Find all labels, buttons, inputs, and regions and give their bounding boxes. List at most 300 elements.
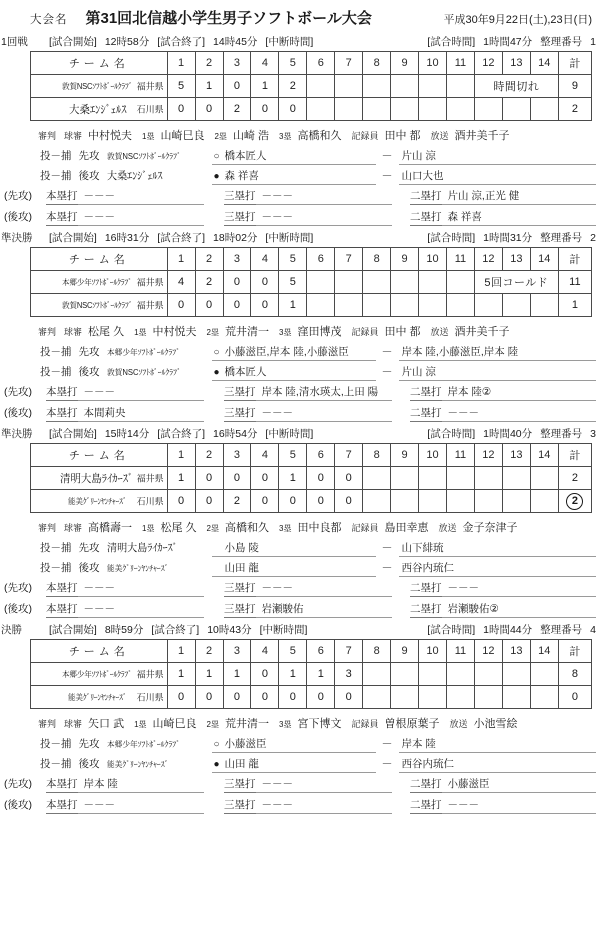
inning-score-cell <box>447 490 475 513</box>
inning-header-2: 2 <box>195 444 223 467</box>
plate-umpire-name: 松尾 久 <box>88 326 125 338</box>
games-container <box>0 34 600 816</box>
battery-dash: － <box>381 366 393 378</box>
losing-pitcher-marker <box>214 759 225 770</box>
inning-score-cell: 0 <box>167 98 195 121</box>
inning-score-cell <box>530 490 558 513</box>
second-base-umpire-name: 高橋和久 <box>225 522 269 534</box>
inning-header-9: 9 <box>391 248 419 271</box>
suspend-time-label: [中断時間] <box>265 428 314 440</box>
first-base-umpire-name: 中村悦夫 <box>152 326 197 338</box>
serial-label: 整理番号 <box>540 232 583 244</box>
extra-base-hits-row <box>0 207 596 228</box>
inning-score-cell <box>447 75 475 98</box>
double-value: －－－ <box>442 405 597 422</box>
team-name: 清明大島ﾗｲｶｰｽﾞ <box>60 473 134 485</box>
broadcaster-label: 放送 <box>430 327 449 337</box>
serial-value: 3 <box>590 428 596 440</box>
homerun-group <box>46 580 224 597</box>
scorer-label: 記録員 <box>351 523 379 533</box>
team-prefecture: 福井県 <box>136 81 164 92</box>
battery-row <box>0 558 596 578</box>
inning-score-cell: 1 <box>195 663 223 686</box>
inning-score-cell: 0 <box>307 490 335 513</box>
homerun-label: 本塁打 <box>46 580 78 597</box>
battery-label: 投－捕 <box>40 562 72 574</box>
battery-dash: － <box>381 542 393 554</box>
homerun-group <box>46 188 224 205</box>
inning-header-13: 13 <box>502 640 530 663</box>
catcher-field <box>399 540 597 557</box>
hits-side-label: (先攻) <box>4 582 32 594</box>
pitcher-field <box>212 540 376 557</box>
total-column-header: 計 <box>558 248 591 271</box>
team-name-cell <box>31 294 168 317</box>
round-label: 準決勝 <box>1 428 33 440</box>
start-time-label: [試合開始] <box>49 232 97 244</box>
plate-umpire-label: 球審 <box>64 131 83 141</box>
third-base-umpire-name: 高橋和久 <box>297 130 342 142</box>
total-score-cell: 8 <box>558 663 591 686</box>
game-details <box>0 121 600 228</box>
triple-group <box>224 188 410 205</box>
team-name-cell <box>31 271 168 294</box>
inning-score-cell <box>419 663 447 686</box>
battery-dash: － <box>381 346 393 358</box>
double-group <box>410 580 596 597</box>
double-label: 二塁打 <box>410 776 442 793</box>
extra-base-hits-row <box>0 382 596 403</box>
team-column-header: チーム名 <box>31 640 168 663</box>
inning-header-4: 4 <box>251 248 279 271</box>
inning-score-cell <box>363 490 391 513</box>
score-header-row <box>31 444 592 467</box>
table-row <box>31 663 592 686</box>
total-column-header: 計 <box>558 640 591 663</box>
team-column-header: チーム名 <box>31 52 168 75</box>
batting-order-label: 先攻 <box>78 738 100 750</box>
score-table <box>30 51 592 121</box>
hits-side-label: (後攻) <box>4 799 32 811</box>
inning-score-cell: 0 <box>195 467 223 490</box>
third-base-umpire-name: 窪田博茂 <box>297 326 342 338</box>
pitcher-field <box>212 560 376 577</box>
batting-order-label: 後攻 <box>78 170 100 182</box>
battery-row <box>0 166 596 186</box>
inning-header-6: 6 <box>307 640 335 663</box>
extra-base-hits-row <box>0 578 596 599</box>
inning-score-cell: 1 <box>251 75 279 98</box>
catcher-name: 西谷内琉仁 <box>401 562 454 574</box>
second-base-umpire-name: 荒井清一 <box>225 718 269 730</box>
game-meta <box>0 230 600 247</box>
third-base-umpire-label: 3塁 <box>279 524 292 533</box>
scorer-label: 記録員 <box>351 131 379 141</box>
start-time-value: 12時58分 <box>104 36 150 48</box>
broadcaster-name: 金子奈津子 <box>462 522 518 534</box>
inning-score-cell: 0 <box>307 686 335 709</box>
inning-score-cell <box>419 490 447 513</box>
battery-dash: － <box>381 562 393 574</box>
end-time-label: [試合終了] <box>157 232 206 244</box>
broadcaster-label: 放送 <box>449 719 468 729</box>
double-label: 二塁打 <box>410 209 442 226</box>
homerun-value: －－－ <box>78 580 204 597</box>
homerun-value: －－－ <box>78 601 204 618</box>
start-time-label: [試合開始] <box>49 36 97 48</box>
hits-side-label: (後攻) <box>4 211 32 223</box>
homerun-label: 本塁打 <box>46 776 78 793</box>
total-score-cell: 2 <box>558 467 591 490</box>
double-group <box>410 776 596 793</box>
tournament-label: 大会名 <box>30 14 68 26</box>
team-name: 敦賀NSCｿﾌﾄﾎﾞｰﾙｸﾗﾌﾞ <box>61 301 133 310</box>
table-row <box>31 271 592 294</box>
broadcaster-label: 放送 <box>430 131 449 141</box>
inning-score-cell: 2 <box>279 75 307 98</box>
inning-score-cell <box>502 686 530 709</box>
inning-header-6: 6 <box>307 444 335 467</box>
inning-header-5: 5 <box>279 444 307 467</box>
inning-score-cell: 0 <box>335 490 363 513</box>
inning-score-cell: 0 <box>251 490 279 513</box>
inning-header-6: 6 <box>307 248 335 271</box>
duration-value: 1時間40分 <box>483 428 533 440</box>
inning-score-cell <box>502 98 530 121</box>
battery-label: 投－捕 <box>40 150 72 162</box>
first-base-umpire-label: 1塁 <box>142 132 155 141</box>
batting-order-label: 先攻 <box>78 346 100 358</box>
homerun-value: －－－ <box>78 384 204 401</box>
meta-right-group <box>427 622 596 637</box>
third-base-umpire-name: 宮下博文 <box>297 718 342 730</box>
inning-score-cell: 3 <box>335 663 363 686</box>
scorer-name: 田中 都 <box>384 130 421 142</box>
inning-header-7: 7 <box>335 52 363 75</box>
inning-score-cell: 1 <box>307 663 335 686</box>
battery-row <box>0 754 596 774</box>
score-header-row <box>31 248 592 271</box>
battery-label: 投－捕 <box>40 758 72 770</box>
first-base-umpire-label: 1塁 <box>134 720 147 729</box>
inning-score-cell <box>335 75 363 98</box>
inning-header-3: 3 <box>223 640 251 663</box>
triple-value: －－－ <box>256 797 392 814</box>
inning-score-cell: 0 <box>167 490 195 513</box>
inning-score-cell <box>447 663 475 686</box>
umpire-label: 審判 <box>38 523 57 533</box>
team-prefecture: 福井県 <box>136 277 164 288</box>
team-column-header: チーム名 <box>31 248 168 271</box>
inning-score-cell <box>502 467 530 490</box>
officials-row <box>0 517 596 538</box>
scorer-name: 曽根原葉子 <box>384 718 440 730</box>
double-value: 岩瀬駿佑② <box>442 601 597 618</box>
triple-label: 三塁打 <box>224 188 256 205</box>
catcher-name: 岸本 陸 <box>401 738 436 750</box>
double-label: 二塁打 <box>410 797 442 814</box>
inning-score-cell <box>391 663 419 686</box>
inning-score-cell: 1 <box>167 663 195 686</box>
battery-team-name: 能美ｸﾞﾘｰﾝﾔﾝﾁｬｰｽﾞ <box>106 564 168 573</box>
double-label: 二塁打 <box>410 384 442 401</box>
team-name-cell <box>31 490 168 513</box>
third-base-umpire-label: 3塁 <box>279 720 292 729</box>
catcher-field <box>399 344 597 361</box>
end-time-value: 14時45分 <box>213 36 258 48</box>
inning-header-2: 2 <box>195 248 223 271</box>
inning-score-cell: 0 <box>223 271 251 294</box>
table-row <box>31 75 592 98</box>
inning-header-2: 2 <box>195 640 223 663</box>
inning-header-10: 10 <box>419 640 447 663</box>
battery-team-name: 大桑ｴﾝｼﾞｪﾙｽ <box>106 170 162 182</box>
triple-group <box>224 384 410 401</box>
hits-side-label: (後攻) <box>4 407 32 419</box>
winning-pitcher-marker <box>214 739 225 750</box>
inning-header-8: 8 <box>363 444 391 467</box>
inning-score-cell <box>474 490 502 513</box>
extra-base-hits-row <box>0 403 596 424</box>
inning-score-cell: 5 <box>279 271 307 294</box>
plate-umpire-label: 球審 <box>64 523 83 533</box>
catcher-name: 西谷内琉仁 <box>401 758 454 770</box>
triple-value: －－－ <box>256 188 392 205</box>
inning-header-2: 2 <box>195 52 223 75</box>
inning-score-cell <box>391 490 419 513</box>
triple-label: 三塁打 <box>224 580 256 597</box>
extra-base-hits-row <box>0 774 596 795</box>
catcher-field <box>399 168 597 185</box>
triple-label: 三塁打 <box>224 776 256 793</box>
double-group <box>410 188 596 205</box>
meta-right-group <box>427 34 596 49</box>
first-base-umpire-name: 山崎巳良 <box>160 130 205 142</box>
second-base-umpire-label: 2塁 <box>206 524 219 533</box>
homerun-group <box>46 601 224 618</box>
meta-right-group <box>427 230 596 245</box>
catcher-name: 山下緋琉 <box>401 542 444 554</box>
inning-score-cell: 1 <box>195 75 223 98</box>
battery-label: 投－捕 <box>40 346 72 358</box>
inning-header-12: 12 <box>474 640 502 663</box>
inning-score-cell: 1 <box>279 467 307 490</box>
pitcher-name: 山田 龍 <box>224 562 259 574</box>
inning-header-8: 8 <box>363 248 391 271</box>
table-row <box>31 98 592 121</box>
game-details <box>0 709 600 816</box>
homerun-value: －－－ <box>78 797 204 814</box>
inning-score-cell <box>391 294 419 317</box>
second-base-umpire-name: 荒井清一 <box>225 326 269 338</box>
inning-header-11: 11 <box>447 248 475 271</box>
extra-base-hits-row <box>0 599 596 620</box>
first-base-umpire-name: 山崎巳良 <box>152 718 197 730</box>
inning-score-cell <box>363 294 391 317</box>
inning-score-cell: 2 <box>223 490 251 513</box>
inning-score-cell <box>419 294 447 317</box>
inning-header-7: 7 <box>335 248 363 271</box>
inning-score-cell: 0 <box>223 75 251 98</box>
inning-score-cell <box>474 686 502 709</box>
inning-header-1: 1 <box>167 640 195 663</box>
duration-value: 1時間44分 <box>483 624 533 636</box>
battery-label: 投－捕 <box>40 366 72 378</box>
pitcher-name: 小島 陵 <box>224 542 259 554</box>
homerun-group <box>46 209 224 226</box>
team-name-cell <box>31 663 168 686</box>
team-name-cell <box>31 75 168 98</box>
inning-header-1: 1 <box>167 52 195 75</box>
duration-label: [試合時間] <box>427 232 476 244</box>
inning-header-13: 13 <box>502 248 530 271</box>
catcher-name: 片山 涼 <box>401 150 436 162</box>
suspend-time-label: [中断時間] <box>265 232 314 244</box>
score-table <box>30 247 592 317</box>
inning-score-cell: 2 <box>223 98 251 121</box>
inning-header-4: 4 <box>251 52 279 75</box>
pitcher-name: 橋本匠人 <box>224 150 267 162</box>
inning-score-cell <box>335 294 363 317</box>
table-row <box>31 467 592 490</box>
batting-order-label: 後攻 <box>78 366 100 378</box>
team-prefecture: 福井県 <box>136 300 164 311</box>
duration-value: 1時間31分 <box>483 232 533 244</box>
inning-header-5: 5 <box>279 248 307 271</box>
total-score-cell <box>558 490 591 513</box>
homerun-label: 本塁打 <box>46 188 78 205</box>
duration-label: [試合時間] <box>427 624 476 636</box>
end-time-value: 16時54分 <box>213 428 258 440</box>
inning-score-cell: 0 <box>307 467 335 490</box>
inning-header-9: 9 <box>391 52 419 75</box>
suspend-time-label: [中断時間] <box>259 624 308 636</box>
triple-value: －－－ <box>256 405 392 422</box>
inning-score-cell <box>391 467 419 490</box>
extra-base-hits-row <box>0 186 596 207</box>
inning-score-cell: 0 <box>195 686 223 709</box>
inning-score-cell: 4 <box>167 271 195 294</box>
battery-team-name: 本郷少年ｿﾌﾄﾎﾞｰﾙｸﾗﾌﾞ <box>106 740 180 749</box>
battery-dash: － <box>381 150 393 162</box>
inning-score-cell: 0 <box>251 98 279 121</box>
first-base-umpire-name: 松尾 久 <box>160 522 197 534</box>
battery-row <box>0 342 596 362</box>
inning-score-cell <box>530 98 558 121</box>
pitcher-field <box>212 364 376 381</box>
batting-order-label: 先攻 <box>78 542 100 554</box>
umpire-label: 審判 <box>38 327 57 337</box>
triple-group <box>224 580 410 597</box>
second-base-umpire-label: 2塁 <box>206 720 219 729</box>
inning-score-cell: 0 <box>223 467 251 490</box>
inning-score-cell: 0 <box>251 663 279 686</box>
hits-side-label: (先攻) <box>4 190 32 202</box>
triple-value: －－－ <box>256 776 392 793</box>
batting-order-label: 後攻 <box>78 562 100 574</box>
catcher-field <box>399 148 597 165</box>
battery-team-name: 能美ｸﾞﾘｰﾝﾔﾝﾁｬｰｽﾞ <box>106 760 168 769</box>
inning-score-cell: 0 <box>195 490 223 513</box>
end-time-label: [試合終了] <box>151 624 200 636</box>
umpire-label: 審判 <box>38 719 57 729</box>
broadcaster-name: 酒井美千子 <box>454 130 510 142</box>
pitcher-field <box>212 736 376 753</box>
triple-label: 三塁打 <box>224 405 256 422</box>
broadcaster-name: 酒井美千子 <box>454 326 510 338</box>
officials-row <box>0 713 596 734</box>
plate-umpire-label: 球審 <box>64 719 83 729</box>
homerun-group <box>46 405 224 422</box>
inning-score-cell: 0 <box>251 294 279 317</box>
pitcher-name: 小藤滋臣 <box>224 738 267 750</box>
team-name-cell <box>31 467 168 490</box>
double-label: 二塁打 <box>410 405 442 422</box>
triple-group <box>224 209 410 226</box>
second-base-umpire-name: 山崎 浩 <box>232 130 269 142</box>
catcher-name: 山口大也 <box>401 170 444 182</box>
inning-score-cell <box>419 686 447 709</box>
triple-group <box>224 601 410 618</box>
inning-score-cell: 0 <box>167 686 195 709</box>
pitcher-field <box>212 148 376 165</box>
round-label: 1回戦 <box>1 36 28 48</box>
homerun-group <box>46 797 224 814</box>
triple-label: 三塁打 <box>224 209 256 226</box>
pitcher-name: 橋本匠人 <box>224 366 267 378</box>
inning-header-14: 14 <box>530 52 558 75</box>
page-title: 第31回北信越小学生男子ソフトボール大会 <box>85 10 372 27</box>
hits-side-label: (後攻) <box>4 603 32 615</box>
team-prefecture: 石川県 <box>136 496 164 507</box>
inning-header-13: 13 <box>502 52 530 75</box>
inning-score-cell: 0 <box>251 686 279 709</box>
inning-score-cell <box>363 75 391 98</box>
team-prefecture: 福井県 <box>136 669 164 680</box>
catcher-field <box>399 560 597 577</box>
team-name: 敦賀NSCｿﾌﾄﾎﾞｰﾙｸﾗﾌﾞ <box>61 82 133 91</box>
inning-score-cell: 5 <box>167 75 195 98</box>
pitcher-name: 森 祥喜 <box>224 170 259 182</box>
double-value: 森 祥喜 <box>442 209 597 226</box>
inning-score-cell <box>307 271 335 294</box>
losing-pitcher-marker <box>214 171 225 182</box>
catcher-field <box>399 736 597 753</box>
winning-pitcher-marker <box>214 347 225 358</box>
pitcher-field <box>212 756 376 773</box>
battery-row <box>0 538 596 558</box>
table-row <box>31 686 592 709</box>
hits-side-label: (先攻) <box>4 778 32 790</box>
inning-score-cell <box>447 686 475 709</box>
inning-header-11: 11 <box>447 444 475 467</box>
inning-score-cell <box>335 271 363 294</box>
inning-header-14: 14 <box>530 444 558 467</box>
inning-header-8: 8 <box>363 52 391 75</box>
double-value: －－－ <box>442 797 597 814</box>
double-group <box>410 384 596 401</box>
game-meta <box>0 622 600 639</box>
pitcher-field <box>212 168 376 185</box>
inning-header-9: 9 <box>391 444 419 467</box>
team-name: 能美ｸﾞﾘｰﾝﾔﾝﾁｬｰｽﾞ <box>68 497 127 506</box>
inning-score-cell <box>391 686 419 709</box>
table-row <box>31 294 592 317</box>
scorer-name: 島田幸恵 <box>384 522 429 534</box>
inning-score-cell <box>335 98 363 121</box>
second-base-umpire-label: 2塁 <box>206 328 219 337</box>
double-group <box>410 209 596 226</box>
